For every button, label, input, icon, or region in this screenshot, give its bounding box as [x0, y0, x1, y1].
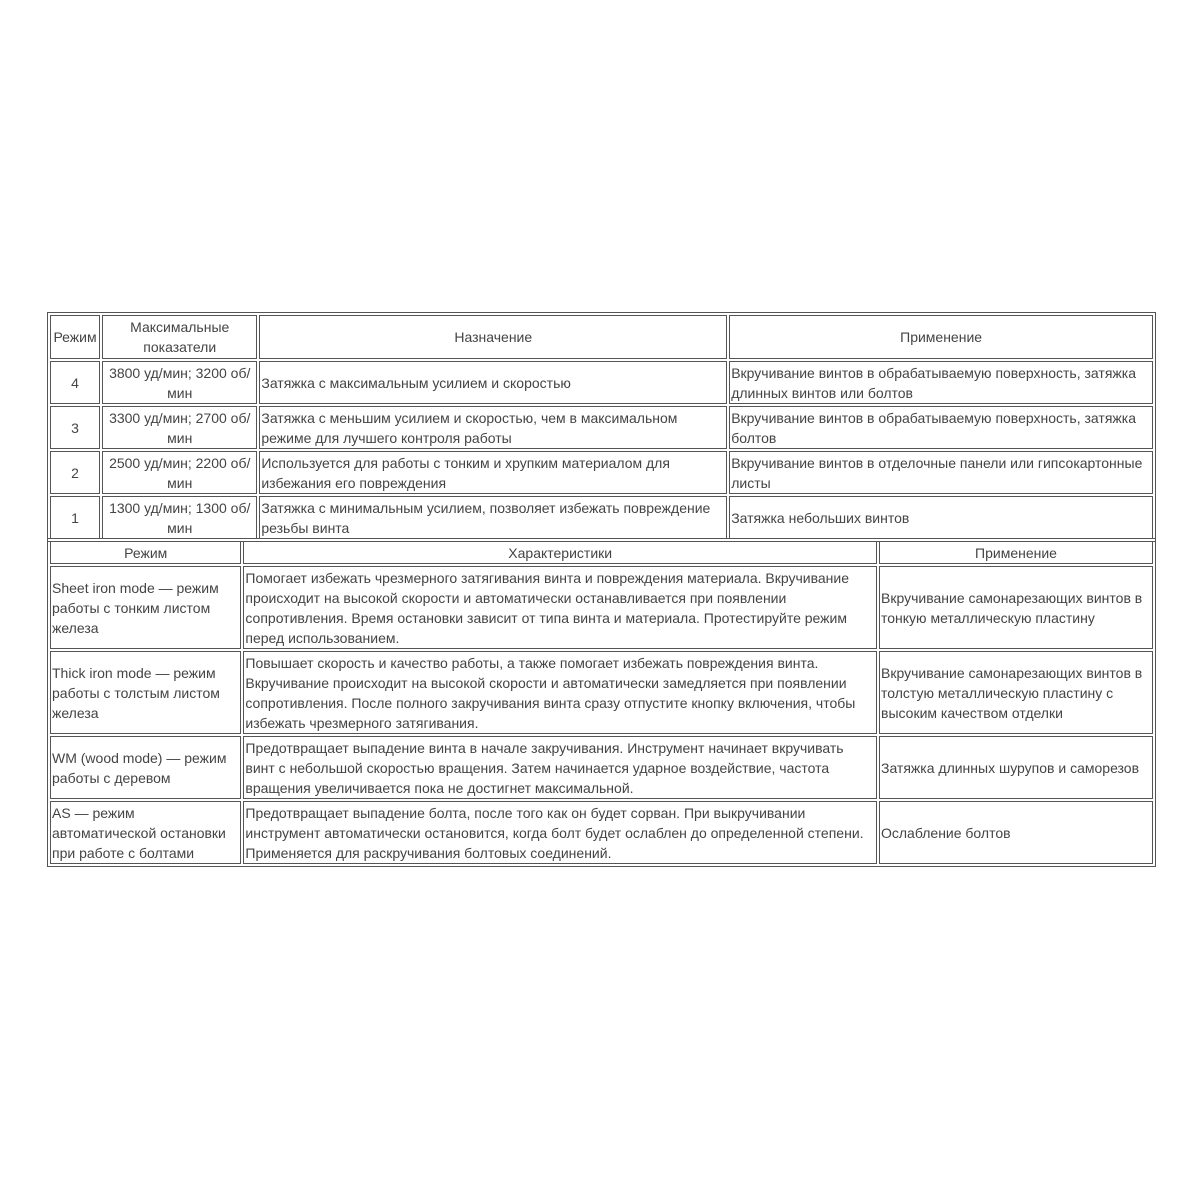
mode-number: 3 — [50, 406, 100, 449]
mode-name-cell: WM (wood mode) — режим работы с деревом — [50, 736, 241, 799]
application-cell: Затяжка небольших винтов — [729, 496, 1153, 539]
table-row — [50, 801, 1153, 864]
mode-name-cell: AS — режим автоматической остановки при работе с болтами — [50, 801, 241, 864]
mode-name-cell: Sheet iron mode — режим работы с тонким листом железа — [50, 566, 241, 649]
max-values: 3800 уд/мин; 3200 об/мин — [102, 361, 257, 404]
features-cell: Предотвращает выпадение винта в начале закручивания. Инструмент начинает вкручивать винт с небольшой скоростью вращения. Затем начинается ударное воздействие, частота вращения увеличивается пока не достигнет максимальной. — [243, 736, 877, 799]
purpose-cell: Затяжка с максимальным усилием и скоростью — [259, 361, 727, 404]
modes-header-mode: Режим — [50, 315, 100, 359]
max-values: 3300 уд/мин; 2700 об/мин — [102, 406, 257, 449]
features-cell: Предотвращает выпадение болта, после того как он будет сорван. При выкручивании инструмент автоматически остановится, когда болт будет ослаблен до определенной степени. Применяется для раскручивания болтовых соединений. — [243, 801, 877, 864]
application-cell: Вкручивание винтов в обрабатываемую поверхность, затяжка длинных винтов или болтов — [729, 361, 1153, 404]
modes-header-application: Применение — [729, 315, 1153, 359]
features-cell: Повышает скорость и качество работы, а также помогает избежать повреждения винта. Вкручивание происходит на высокой скорости и автоматически замедляется при появлении сопротивления. После полного закручивания винта сразу отпустите кнопку включения, чтобы избежать чрезмерного затягивания. — [243, 651, 877, 734]
table-row — [50, 361, 1153, 404]
impact-header-mode: Режим — [50, 541, 241, 564]
application-cell: Ослабление болтов — [879, 801, 1153, 864]
purpose-cell: Затяжка с меньшим усилием и скоростью, чем в максимальном режиме для лучшего контроля работы — [259, 406, 727, 449]
mode-number: 2 — [50, 451, 100, 494]
impact-header-application: Применение — [879, 541, 1153, 564]
max-values: 1300 уд/мин; 1300 об/мин — [102, 496, 257, 539]
modes-header-purpose: Назначение — [259, 315, 727, 359]
purpose-cell: Затяжка с минимальным усилием, позволяет избежать повреждение резьбы винта — [259, 496, 727, 539]
application-cell: Вкручивание самонарезающих винтов в тонкую металлическую пластину — [879, 566, 1153, 649]
impact-header-row — [50, 541, 1153, 564]
mode-number: 1 — [50, 496, 100, 539]
impact-header-features: Характеристики — [243, 541, 877, 564]
table-row — [50, 406, 1153, 449]
application-cell: Вкручивание винтов в отделочные панели или гипсокартонные листы — [729, 451, 1153, 494]
modes-table — [47, 312, 1156, 542]
modes-header-max: Максимальные показатели — [102, 315, 257, 359]
table-row — [50, 651, 1153, 734]
application-cell: Вкручивание винтов в обрабатываемую поверхность, затяжка болтов — [729, 406, 1153, 449]
table-row — [50, 451, 1153, 494]
purpose-cell: Используется для работы с тонким и хрупким материалом для избежания его повреждения — [259, 451, 727, 494]
modes-header-row — [50, 315, 1153, 359]
max-values: 2500 уд/мин; 2200 об/мин — [102, 451, 257, 494]
table-row — [50, 566, 1153, 649]
mode-name-cell: Thick iron mode — режим работы с толстым листом железа — [50, 651, 241, 734]
mode-number: 4 — [50, 361, 100, 404]
application-cell: Затяжка длинных шурупов и саморезов — [879, 736, 1153, 799]
table-row — [50, 496, 1153, 539]
application-cell: Вкручивание самонарезающих винтов в толстую металлическую пластину с высоким качеством отделки — [879, 651, 1153, 734]
table-row — [50, 736, 1153, 799]
features-cell: Помогает избежать чрезмерного затягивания винта и повреждения материала. Вкручивание происходит на высокой скорости и автоматически останавливается при появлении сопротивления. Время остановки зависит от типа винта и материала. Протестируйте режим перед использованием. — [243, 566, 877, 649]
impact-modes-table — [47, 538, 1156, 867]
